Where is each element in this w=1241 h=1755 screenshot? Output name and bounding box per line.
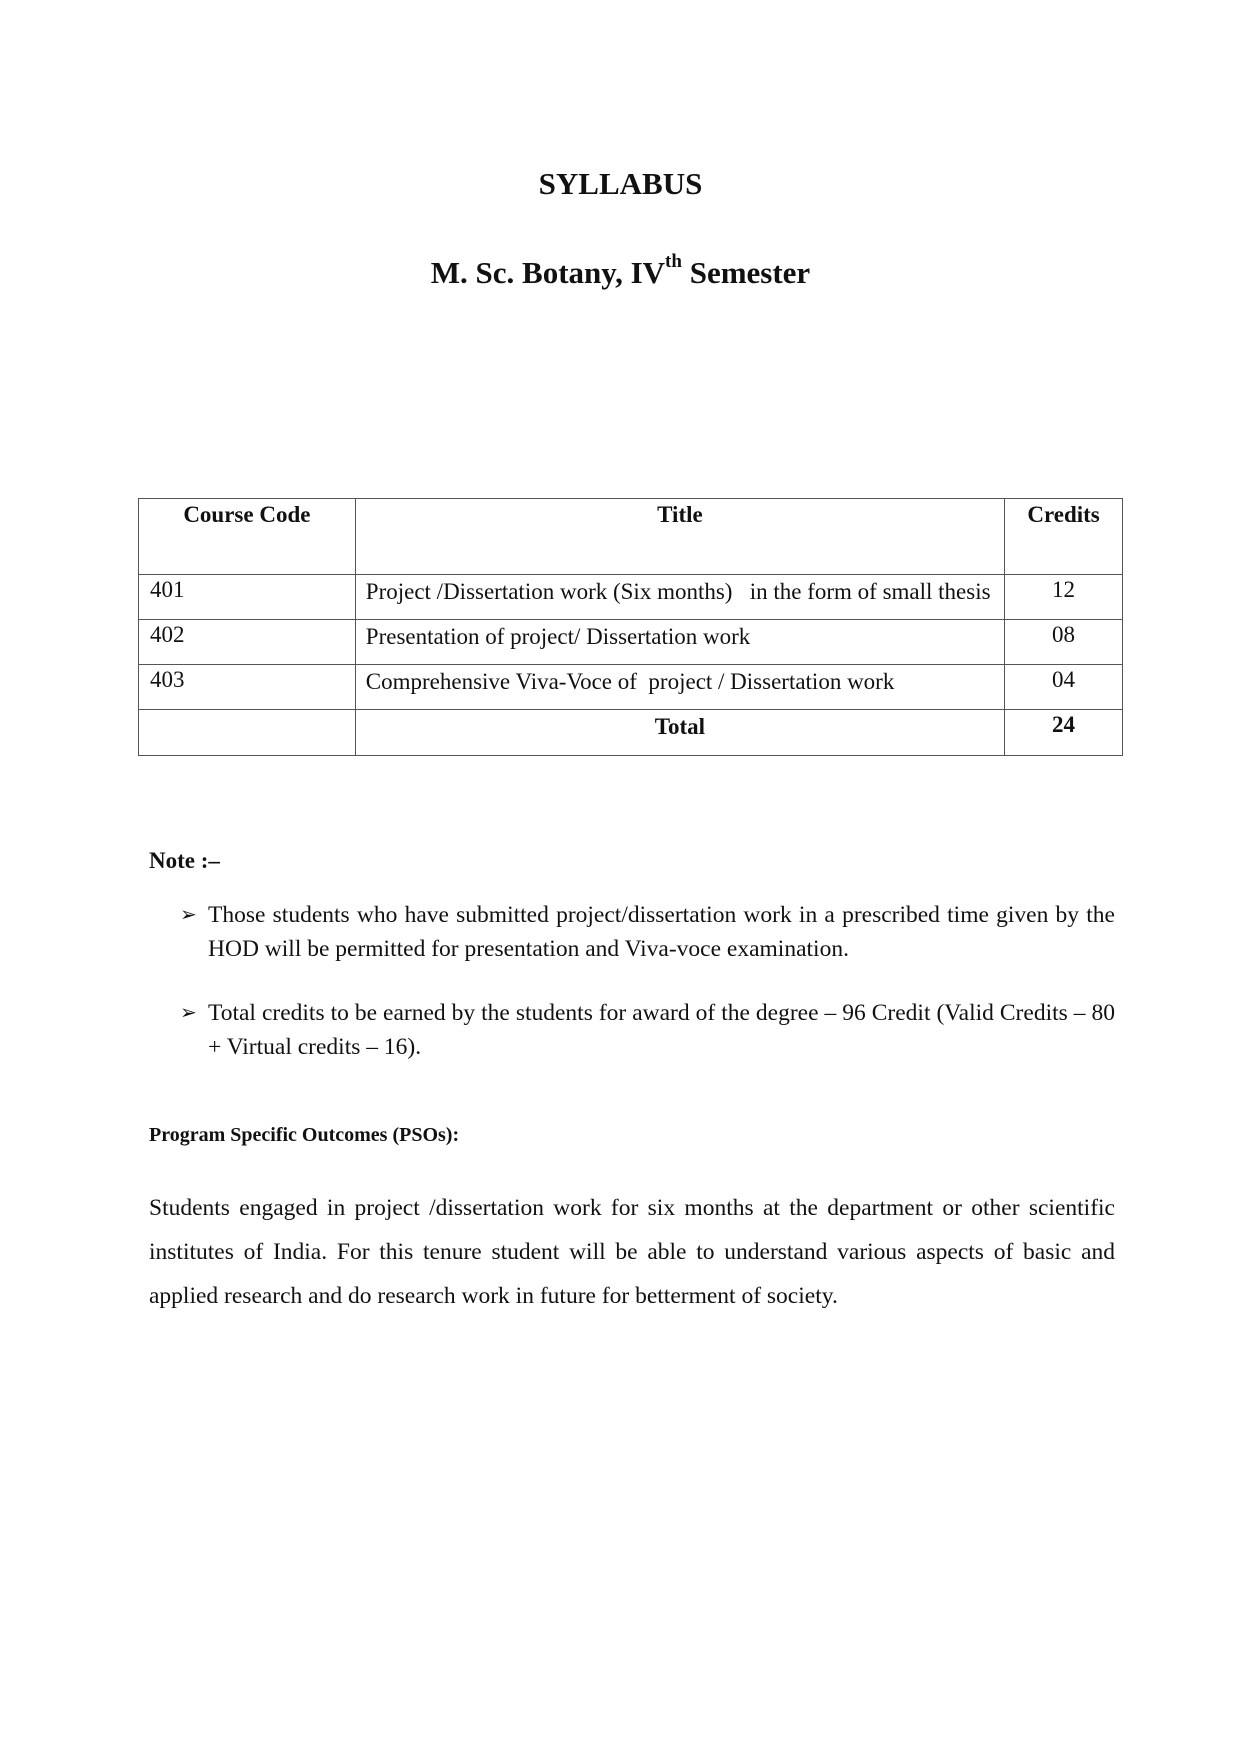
subtitle-suffix: Semester bbox=[681, 255, 811, 290]
subtitle-prefix: M. Sc. Botany, IV bbox=[430, 255, 666, 290]
table-row bbox=[139, 575, 1123, 620]
course-table bbox=[138, 498, 1123, 756]
course-credits-cell: 12 bbox=[1005, 575, 1123, 620]
course-title-text: Project /Dissertation work (Six months) in the form of small thesis bbox=[365, 579, 991, 604]
header-course-code: Course Code bbox=[139, 499, 356, 575]
arrow-bullet-icon: ➢ bbox=[180, 904, 197, 926]
header-credits: Credits bbox=[1005, 499, 1123, 575]
course-credits-cell: 08 bbox=[1005, 620, 1123, 665]
course-title-text: Presentation of project/ Dissertation work bbox=[365, 624, 751, 649]
course-code-cell: 403 bbox=[139, 665, 356, 710]
document-title: SYLLABUS bbox=[538, 166, 703, 201]
course-title-text: Comprehensive Viva-Voce of project / Dissertation work bbox=[365, 669, 895, 694]
total-label-cell bbox=[355, 710, 1004, 756]
course-title-cell bbox=[355, 620, 1004, 665]
total-credits-cell: 24 bbox=[1005, 710, 1123, 756]
table-total-row bbox=[139, 710, 1123, 756]
course-code-cell: 401 bbox=[139, 575, 356, 620]
table-header-row bbox=[139, 499, 1123, 575]
course-title-cell bbox=[355, 665, 1004, 710]
arrow-bullet-icon: ➢ bbox=[180, 1002, 197, 1024]
subtitle-superscript: th bbox=[665, 251, 682, 272]
total-code-cell bbox=[139, 710, 356, 756]
course-title-cell bbox=[355, 575, 1004, 620]
pso-heading: Program Specific Outcomes (PSOs): bbox=[149, 1124, 460, 1146]
table-row bbox=[139, 665, 1123, 710]
course-code-cell: 402 bbox=[139, 620, 356, 665]
course-credits-cell: 04 bbox=[1005, 665, 1123, 710]
header-title: Title bbox=[355, 499, 1004, 575]
note-item-text: Total credits to be earned by the students for award of the degree – 96 Credit (Valid Credits – 80 + Virtual credits – 16). bbox=[208, 1000, 1115, 1060]
note-item-text: Those students who have submitted project/dissertation work in a prescribed time given by the HOD will be permitted for presentation and Viva-voce examination. bbox=[208, 902, 1115, 962]
table-row bbox=[139, 620, 1123, 665]
note-heading: Note :– bbox=[149, 848, 220, 873]
total-label: Total bbox=[654, 714, 706, 739]
document-subtitle bbox=[0, 251, 1241, 291]
pso-paragraph: Students engaged in project /dissertation work for six months at the department or other scientific institutes of India. For this tenure student will be able to understand various aspects of basic and applied research and do research work in future for betterment of society. bbox=[149, 1195, 1115, 1309]
